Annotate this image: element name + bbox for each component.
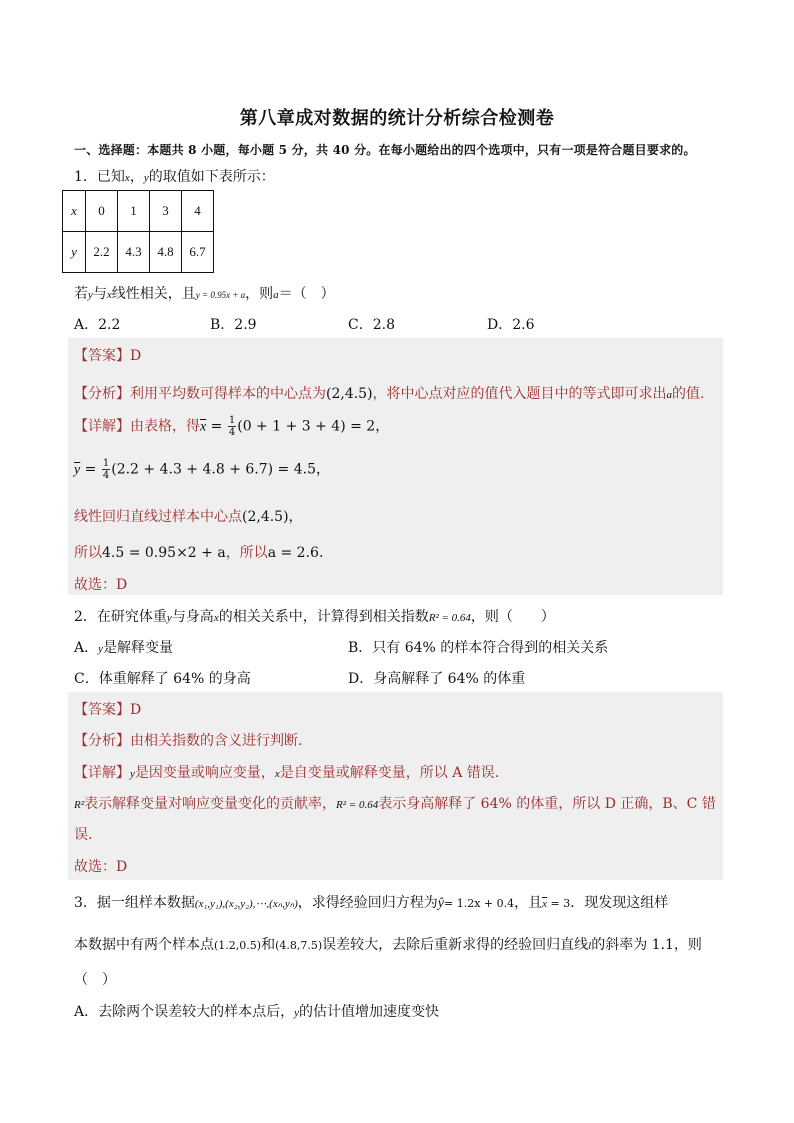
q1-analysis: 【分析】利用平均数可得样本的中心点为(2,4.5)，将中心点对应的值代入题目中的等式即可求出a的值.	[74, 386, 705, 402]
q1-option-a: A．2.2	[74, 317, 121, 333]
q1-choose: 故选：D	[74, 577, 128, 593]
table-cell: 0	[86, 191, 118, 232]
table-cell: 1	[118, 191, 150, 232]
q2-solution-box	[68, 692, 723, 880]
table-row-y	[63, 232, 214, 273]
q2-analysis: 【分析】由相关指数的含义进行判断.	[74, 733, 303, 749]
q2-detail-line1: 【详解】y是因变量或响应变量，x是自变量或解释变量，所以 A 错误.	[74, 765, 500, 781]
q2-option-b: B．只有 64% 的样本符合得到的相关关系	[348, 640, 609, 656]
q2-detail-line2: R²表示解释变量对响应变量变化的贡献率，R² = 0.64表示身高解释了 64% 的体重，所以 D 正确，B、C 错	[74, 796, 716, 812]
q1-detail-line3: 线性回归直线过样本中心点(2,4.5)，	[74, 509, 303, 525]
table-cell: 2.2	[86, 232, 118, 273]
q1-option-d: D．2.6	[487, 317, 535, 333]
table-cell: 4	[182, 191, 214, 232]
q2-stem: 2．在研究体重y与身高x的相关关系中，计算得到相关指数R² = 0.64，则（ ）	[74, 609, 555, 625]
q1-answer: 【答案】D	[74, 348, 142, 364]
q2-option-a: A．y是解释变量	[74, 640, 174, 656]
table-cell: 4.3	[118, 232, 150, 273]
q2-option-d: D．身高解释了 64% 的体重	[348, 671, 526, 687]
q2-option-c: C．体重解释了 64% 的身高	[74, 671, 251, 687]
table-x-label: x	[63, 191, 86, 232]
q3-stem-line2: 本数据中有两个样本点(1.2,0.5)和(4.8,7.5)误差较大，去除后重新求得的经验回归直线l的斜率为 1.1，则	[74, 937, 702, 953]
q3-option-a: A．去除两个误差较大的样本点后，y的估计值增加速度变快	[74, 1004, 440, 1020]
q2-detail-line3: 误.	[74, 827, 93, 843]
q3-stem-line3: （ ）	[74, 972, 116, 988]
q1-detail-line4: 所以4.5 = 0.95×2 + a，所以a = 2.6.	[74, 545, 324, 561]
table-cell: 6.7	[182, 232, 214, 273]
q1-condition: 若y与x线性相关，且y = 0.95x + a，则a＝（ ）	[74, 286, 335, 302]
q1-option-b: B．2.9	[210, 317, 257, 333]
q2-answer: 【答案】D	[74, 702, 142, 718]
table-y-label: y	[63, 232, 86, 273]
q1-value-table	[62, 190, 214, 273]
section-heading: 一、选择题：本题共 8 小题，每小题 5 分，共 40 分。在每小题给出的四个选项中，只有一项是符合题目要求的。	[74, 143, 696, 157]
table-cell: 3	[150, 191, 182, 232]
q1-option-c: C．2.8	[348, 317, 395, 333]
q1-detail-line2: $\overline{y}$ = $\frac{1}{4}$ (2.2 + 4.3 + 4.8 + 6.7) = 4.5，	[74, 458, 331, 481]
table-cell: 4.8	[150, 232, 182, 273]
page-title: 第八章成对数据的统计分析综合检测卷	[239, 108, 555, 129]
q2-choose: 故选：D	[74, 859, 128, 875]
fraction-one-quarter: $\frac{1}{4}$	[102, 458, 110, 481]
table-row-x	[63, 191, 214, 232]
q1-detail-line1: 【详解】由表格，得$\overline{x}$ = $\frac{1}{4}$ (0 + 1 + 3 + 4) = 2，	[74, 415, 390, 438]
q3-stem-line1: 3．据一组样本数据(x₁,y₁),(x₂,y₂),⋯,(xₙ,yₙ)，求得经验回归方程为ŷ= 1.2x + 0.4，且$\overline{x} = 3$．现发现这组样	[74, 895, 669, 911]
fraction-one-quarter: $\frac{1}{4}$	[228, 415, 236, 438]
q1-stem: 1．已知x，y的取值如下表所示：	[74, 169, 275, 185]
